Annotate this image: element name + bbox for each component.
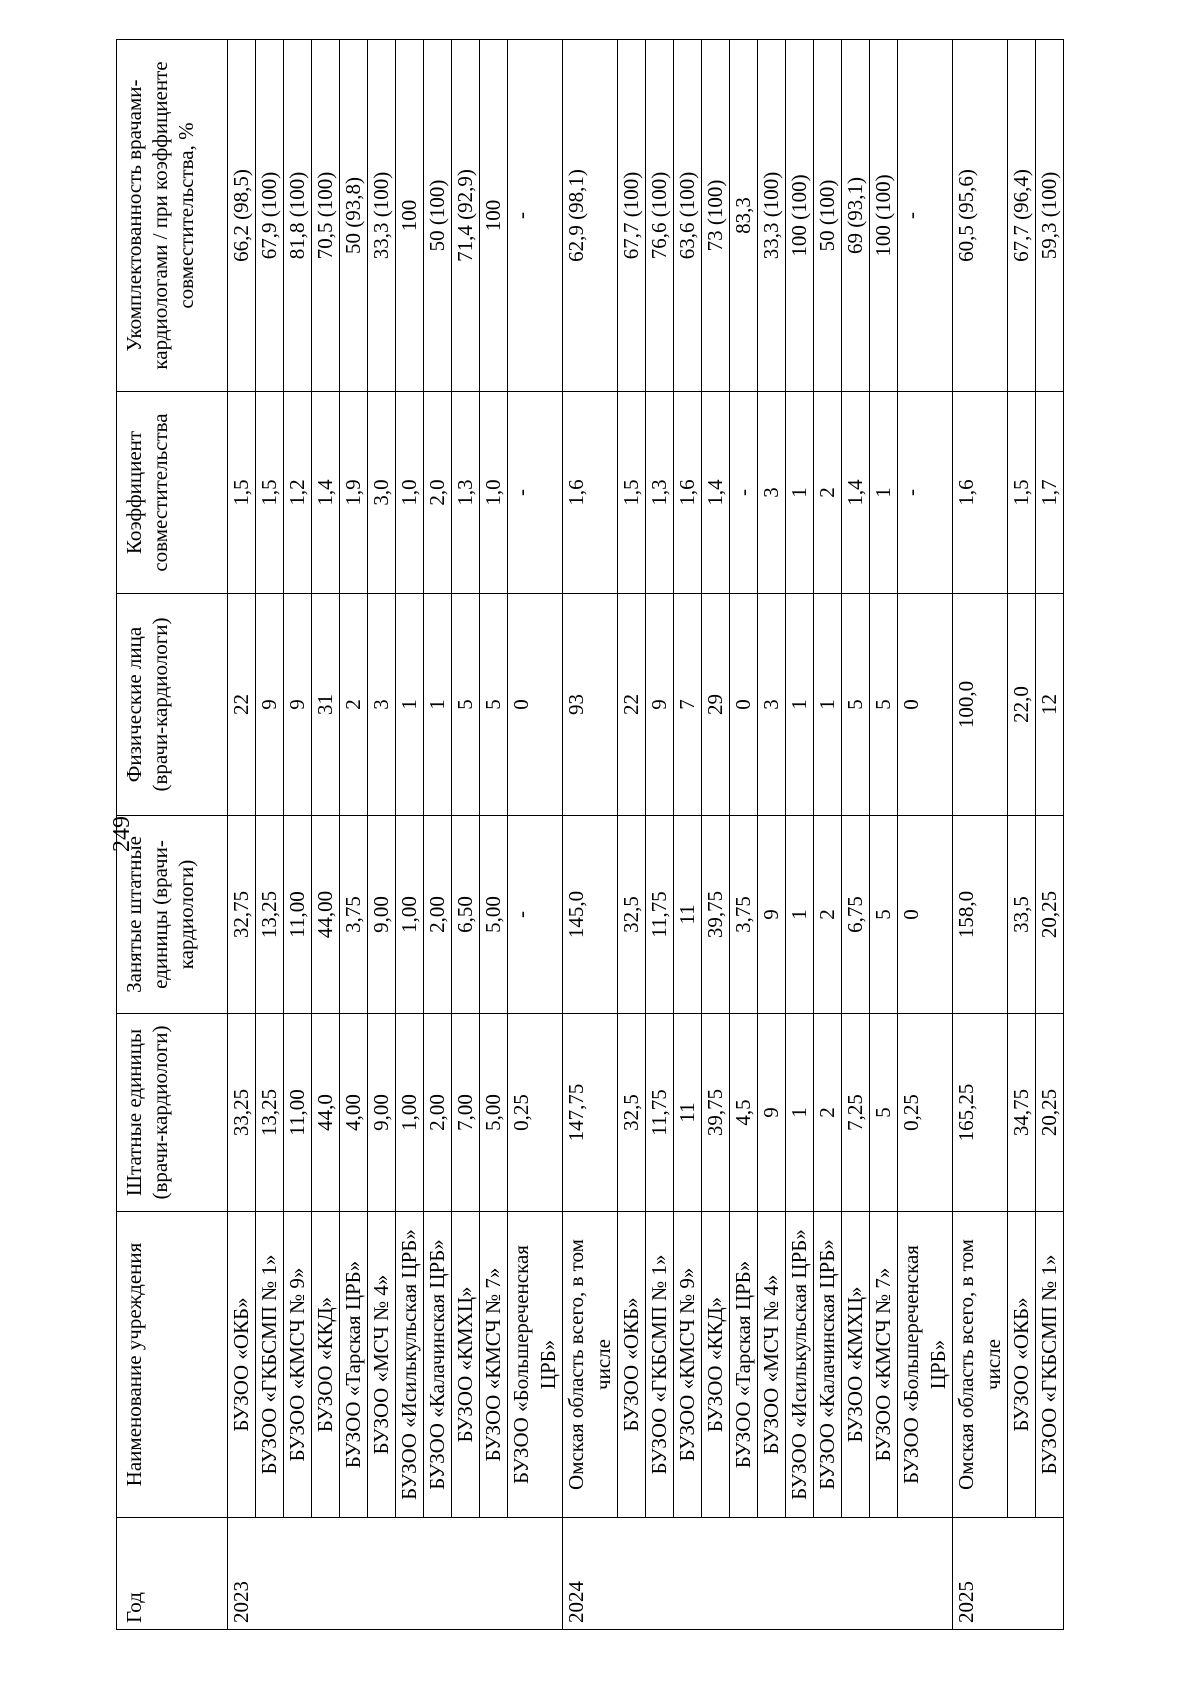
cell-koef: 1,3 bbox=[646, 392, 674, 594]
header-fiz: Физические лица (врачи-кардиологи) bbox=[117, 594, 228, 816]
table-row bbox=[480, 40, 508, 1630]
cell-fiz: 1 bbox=[396, 594, 424, 816]
cell-name: БУЗОО «Исилькульская ЦРБ» bbox=[786, 1212, 814, 1518]
cell-name: БУЗОО «Большереченская ЦРБ» bbox=[508, 1212, 563, 1518]
table-row bbox=[563, 40, 618, 1630]
cell-ukom: 100 (100) bbox=[870, 40, 898, 392]
cell-koef: 1,5 bbox=[618, 392, 646, 594]
cell-name: БУЗОО «Тарская ЦРБ» bbox=[730, 1212, 758, 1518]
cell-shtat: 11,00 bbox=[284, 1014, 312, 1212]
cell-fiz: 29 bbox=[702, 594, 730, 816]
cell-shtat: 5,00 bbox=[480, 1014, 508, 1212]
cell-name: БУЗОО «Большереченская ЦРБ» bbox=[898, 1212, 953, 1518]
cell-shtat: 13,25 bbox=[256, 1014, 284, 1212]
cell-name: БУЗОО «КМСЧ № 7» bbox=[870, 1212, 898, 1518]
cell-ukom: 67,7 (96,4) bbox=[1008, 40, 1036, 392]
table-row bbox=[312, 40, 340, 1630]
cell-koef: - bbox=[898, 392, 953, 594]
cell-koef: 1,4 bbox=[312, 392, 340, 594]
cell-name: БУЗОО «Калачинская ЦРБ» bbox=[424, 1212, 452, 1518]
cell-koef: 1,2 bbox=[284, 392, 312, 594]
cell-zan: 11,75 bbox=[646, 816, 674, 1014]
cell-shtat: 33,25 bbox=[228, 1014, 256, 1212]
cell-ukom: 63,6 (100) bbox=[674, 40, 702, 392]
cell-year bbox=[340, 1518, 368, 1630]
cell-fiz: 5 bbox=[452, 594, 480, 816]
cell-year bbox=[312, 1518, 340, 1630]
cell-fiz: 1 bbox=[786, 594, 814, 816]
cell-ukom: 33,3 (100) bbox=[368, 40, 396, 392]
cell-ukom: 59,3 (100) bbox=[1036, 40, 1064, 392]
cell-shtat: 1 bbox=[786, 1014, 814, 1212]
cell-koef: 1,9 bbox=[340, 392, 368, 594]
cell-koef: 3 bbox=[758, 392, 786, 594]
cell-shtat: 20,25 bbox=[1036, 1014, 1064, 1212]
cell-ukom: 83,3 bbox=[730, 40, 758, 392]
header-zan: Занятые штатные единицы (врачи-кардиологи) bbox=[117, 816, 228, 1014]
cell-shtat: 9 bbox=[758, 1014, 786, 1212]
cell-ukom: 33,3 (100) bbox=[758, 40, 786, 392]
cell-fiz: 2 bbox=[340, 594, 368, 816]
cell-year bbox=[758, 1518, 786, 1630]
cell-shtat: 5 bbox=[870, 1014, 898, 1212]
cell-koef: 1 bbox=[786, 392, 814, 594]
cell-shtat: 11,75 bbox=[646, 1014, 674, 1212]
cell-ukom: 67,7 (100) bbox=[618, 40, 646, 392]
cell-shtat: 32,5 bbox=[618, 1014, 646, 1212]
cell-year bbox=[452, 1518, 480, 1630]
cell-zan: 44,00 bbox=[312, 816, 340, 1014]
cell-shtat: 44,0 bbox=[312, 1014, 340, 1212]
cell-year: 2024 bbox=[563, 1518, 618, 1630]
cell-zan: 9,00 bbox=[368, 816, 396, 1014]
staffing-table bbox=[116, 39, 1064, 1630]
cell-name: БУЗОО «ОКБ» bbox=[228, 1212, 256, 1518]
cell-name: БУЗОО «ГКБСМП № 1» bbox=[646, 1212, 674, 1518]
cell-koef: 1,3 bbox=[452, 392, 480, 594]
cell-year bbox=[870, 1518, 898, 1630]
cell-koef: 1,5 bbox=[1008, 392, 1036, 594]
cell-shtat: 2,00 bbox=[424, 1014, 452, 1212]
cell-koef: 1,7 bbox=[1036, 392, 1064, 594]
cell-year bbox=[284, 1518, 312, 1630]
cell-name: БУЗОО «Тарская ЦРБ» bbox=[340, 1212, 368, 1518]
cell-zan: 6,50 bbox=[452, 816, 480, 1014]
table-row bbox=[340, 40, 368, 1630]
cell-zan: 158,0 bbox=[953, 816, 1008, 1014]
cell-ukom: 76,6 (100) bbox=[646, 40, 674, 392]
cell-zan: 5 bbox=[870, 816, 898, 1014]
cell-name: БУЗОО «ККД» bbox=[312, 1212, 340, 1518]
cell-name: БУЗОО «ГКБСМП № 1» bbox=[256, 1212, 284, 1518]
cell-year bbox=[1036, 1518, 1064, 1630]
table-row bbox=[953, 40, 1008, 1630]
cell-shtat: 0,25 bbox=[508, 1014, 563, 1212]
cell-fiz: 0 bbox=[508, 594, 563, 816]
table-row bbox=[508, 40, 563, 1630]
table-row bbox=[898, 40, 953, 1630]
cell-year bbox=[702, 1518, 730, 1630]
cell-year bbox=[480, 1518, 508, 1630]
cell-name: БУЗОО «КМХЦ» bbox=[842, 1212, 870, 1518]
cell-name: БУЗОО «КМСЧ № 9» bbox=[674, 1212, 702, 1518]
cell-ukom: 66,2 (98,5) bbox=[228, 40, 256, 392]
cell-fiz: 22,0 bbox=[1008, 594, 1036, 816]
cell-koef: 3,0 bbox=[368, 392, 396, 594]
table-row bbox=[1008, 40, 1036, 1630]
cell-koef: 1,6 bbox=[563, 392, 618, 594]
cell-name: БУЗОО «ОКБ» bbox=[1008, 1212, 1036, 1518]
header-ukom: Укомплектованность врачами-кардиологами / при коэффициенте совместительства, % bbox=[117, 40, 228, 392]
cell-fiz: 5 bbox=[842, 594, 870, 816]
cell-fiz: 5 bbox=[480, 594, 508, 816]
cell-ukom: 70,5 (100) bbox=[312, 40, 340, 392]
cell-name: БУЗОО «ГКБСМП № 1» bbox=[1036, 1212, 1064, 1518]
cell-year bbox=[674, 1518, 702, 1630]
cell-shtat: 1,00 bbox=[396, 1014, 424, 1212]
cell-shtat: 4,5 bbox=[730, 1014, 758, 1212]
table-row bbox=[424, 40, 452, 1630]
cell-ukom: 71,4 (92,9) bbox=[452, 40, 480, 392]
cell-fiz: 3 bbox=[758, 594, 786, 816]
cell-zan: 13,25 bbox=[256, 816, 284, 1014]
table-body bbox=[228, 40, 1064, 1630]
cell-koef: 2,0 bbox=[424, 392, 452, 594]
cell-ukom: 69 (93,1) bbox=[842, 40, 870, 392]
cell-ukom: 100 (100) bbox=[786, 40, 814, 392]
cell-ukom: 50 (100) bbox=[814, 40, 842, 392]
cell-fiz: 3 bbox=[368, 594, 396, 816]
cell-shtat: 39,75 bbox=[702, 1014, 730, 1212]
cell-shtat: 7,00 bbox=[452, 1014, 480, 1212]
cell-ukom: 60,5 (95,6) bbox=[953, 40, 1008, 392]
table-row bbox=[1036, 40, 1064, 1630]
cell-zan: 0 bbox=[898, 816, 953, 1014]
cell-year bbox=[814, 1518, 842, 1630]
cell-shtat: 2 bbox=[814, 1014, 842, 1212]
table-row bbox=[842, 40, 870, 1630]
cell-shtat: 4,00 bbox=[340, 1014, 368, 1212]
cell-zan: 1,00 bbox=[396, 816, 424, 1014]
table-row bbox=[452, 40, 480, 1630]
cell-name: БУЗОО «ККД» bbox=[702, 1212, 730, 1518]
cell-ukom: 50 (93,8) bbox=[340, 40, 368, 392]
cell-year bbox=[396, 1518, 424, 1630]
cell-year bbox=[424, 1518, 452, 1630]
table-row bbox=[786, 40, 814, 1630]
cell-name: Омская область всего, в том числе bbox=[563, 1212, 618, 1518]
cell-year bbox=[842, 1518, 870, 1630]
cell-shtat: 7,25 bbox=[842, 1014, 870, 1212]
cell-ukom: 81,8 (100) bbox=[284, 40, 312, 392]
cell-zan: 2 bbox=[814, 816, 842, 1014]
cell-zan: 32,75 bbox=[228, 816, 256, 1014]
header-year: Год bbox=[117, 1518, 228, 1630]
table-row bbox=[870, 40, 898, 1630]
cell-fiz: 1 bbox=[814, 594, 842, 816]
cell-koef: 1,6 bbox=[953, 392, 1008, 594]
cell-name: Омская область всего, в том числе bbox=[953, 1212, 1008, 1518]
cell-koef: 1,4 bbox=[842, 392, 870, 594]
header-name: Наименование учреждения bbox=[117, 1212, 228, 1518]
cell-koef: 1,0 bbox=[480, 392, 508, 594]
cell-ukom: 67,9 (100) bbox=[256, 40, 284, 392]
cell-ukom: - bbox=[898, 40, 953, 392]
cell-year bbox=[368, 1518, 396, 1630]
cell-zan: 6,75 bbox=[842, 816, 870, 1014]
cell-shtat: 165,25 bbox=[953, 1014, 1008, 1212]
cell-fiz: 0 bbox=[898, 594, 953, 816]
table-row bbox=[228, 40, 256, 1630]
cell-name: БУЗОО «МСЧ № 4» bbox=[758, 1212, 786, 1518]
cell-koef: 1 bbox=[870, 392, 898, 594]
cell-koef: 1,4 bbox=[702, 392, 730, 594]
table-row bbox=[284, 40, 312, 1630]
table-row bbox=[256, 40, 284, 1630]
cell-shtat: 0,25 bbox=[898, 1014, 953, 1212]
cell-year: 2025 bbox=[953, 1518, 1008, 1630]
cell-fiz: 0 bbox=[730, 594, 758, 816]
cell-ukom: 100 bbox=[480, 40, 508, 392]
cell-zan: 11 bbox=[674, 816, 702, 1014]
cell-koef: 1,5 bbox=[228, 392, 256, 594]
table-row bbox=[758, 40, 786, 1630]
cell-fiz: 22 bbox=[228, 594, 256, 816]
cell-name: БУЗОО «ОКБ» bbox=[618, 1212, 646, 1518]
cell-zan: 33,5 bbox=[1008, 816, 1036, 1014]
table-row bbox=[396, 40, 424, 1630]
cell-year bbox=[618, 1518, 646, 1630]
table-row bbox=[730, 40, 758, 1630]
table-row bbox=[702, 40, 730, 1630]
cell-name: БУЗОО «КМСЧ № 9» bbox=[284, 1212, 312, 1518]
cell-koef: 1,6 bbox=[674, 392, 702, 594]
table-row bbox=[368, 40, 396, 1630]
header-koef: Коэффициент совместительства bbox=[117, 392, 228, 594]
table-row bbox=[646, 40, 674, 1630]
cell-fiz: 100,0 bbox=[953, 594, 1008, 816]
cell-fiz: 7 bbox=[674, 594, 702, 816]
cell-fiz: 9 bbox=[646, 594, 674, 816]
cell-fiz: 1 bbox=[424, 594, 452, 816]
cell-year bbox=[508, 1518, 563, 1630]
cell-zan: 9 bbox=[758, 816, 786, 1014]
cell-fiz: 5 bbox=[870, 594, 898, 816]
cell-shtat: 9,00 bbox=[368, 1014, 396, 1212]
cell-zan: 11,00 bbox=[284, 816, 312, 1014]
cell-ukom: 73 (100) bbox=[702, 40, 730, 392]
cell-zan: 2,00 bbox=[424, 816, 452, 1014]
cell-zan: 145,0 bbox=[563, 816, 618, 1014]
cell-zan: 1 bbox=[786, 816, 814, 1014]
cell-name: БУЗОО «Исилькульская ЦРБ» bbox=[396, 1212, 424, 1518]
cell-zan: 20,25 bbox=[1036, 816, 1064, 1014]
table-row bbox=[674, 40, 702, 1630]
cell-year: 2023 bbox=[228, 1518, 256, 1630]
header-shtat: Штатные единицы (врачи-кардиологи) bbox=[117, 1014, 228, 1212]
cell-ukom: 50 (100) bbox=[424, 40, 452, 392]
cell-name: БУЗОО «Калачинская ЦРБ» bbox=[814, 1212, 842, 1518]
cell-koef: 2 bbox=[814, 392, 842, 594]
cell-koef: 1,5 bbox=[256, 392, 284, 594]
cell-zan: 32,5 bbox=[618, 816, 646, 1014]
cell-shtat: 11 bbox=[674, 1014, 702, 1212]
cell-name: БУЗОО «КМХЦ» bbox=[452, 1212, 480, 1518]
cell-fiz: 22 bbox=[618, 594, 646, 816]
cell-shtat: 34,75 bbox=[1008, 1014, 1036, 1212]
cell-fiz: 9 bbox=[256, 594, 284, 816]
cell-fiz: 12 bbox=[1036, 594, 1064, 816]
cell-fiz: 93 bbox=[563, 594, 618, 816]
cell-koef: 1,0 bbox=[396, 392, 424, 594]
cell-year bbox=[786, 1518, 814, 1630]
cell-fiz: 9 bbox=[284, 594, 312, 816]
cell-year bbox=[898, 1518, 953, 1630]
table-row bbox=[618, 40, 646, 1630]
cell-zan: 5,00 bbox=[480, 816, 508, 1014]
table-row bbox=[814, 40, 842, 1630]
cell-year bbox=[646, 1518, 674, 1630]
cell-zan: 39,75 bbox=[702, 816, 730, 1014]
cell-ukom: - bbox=[508, 40, 563, 392]
rotated-table-container bbox=[116, 40, 1091, 1630]
cell-zan: 3,75 bbox=[340, 816, 368, 1014]
cell-fiz: 31 bbox=[312, 594, 340, 816]
cell-zan: - bbox=[508, 816, 563, 1014]
cell-zan: 3,75 bbox=[730, 816, 758, 1014]
cell-koef: - bbox=[508, 392, 563, 594]
cell-ukom: 62,9 (98,1) bbox=[563, 40, 618, 392]
cell-name: БУЗОО «МСЧ № 4» bbox=[368, 1212, 396, 1518]
cell-year bbox=[256, 1518, 284, 1630]
cell-year bbox=[730, 1518, 758, 1630]
cell-ukom: 100 bbox=[396, 40, 424, 392]
cell-shtat: 147,75 bbox=[563, 1014, 618, 1212]
page-number: 249 bbox=[109, 816, 135, 852]
cell-year bbox=[1008, 1518, 1036, 1630]
cell-name: БУЗОО «КМСЧ № 7» bbox=[480, 1212, 508, 1518]
table-header-row bbox=[117, 40, 228, 1630]
cell-koef: - bbox=[730, 392, 758, 594]
